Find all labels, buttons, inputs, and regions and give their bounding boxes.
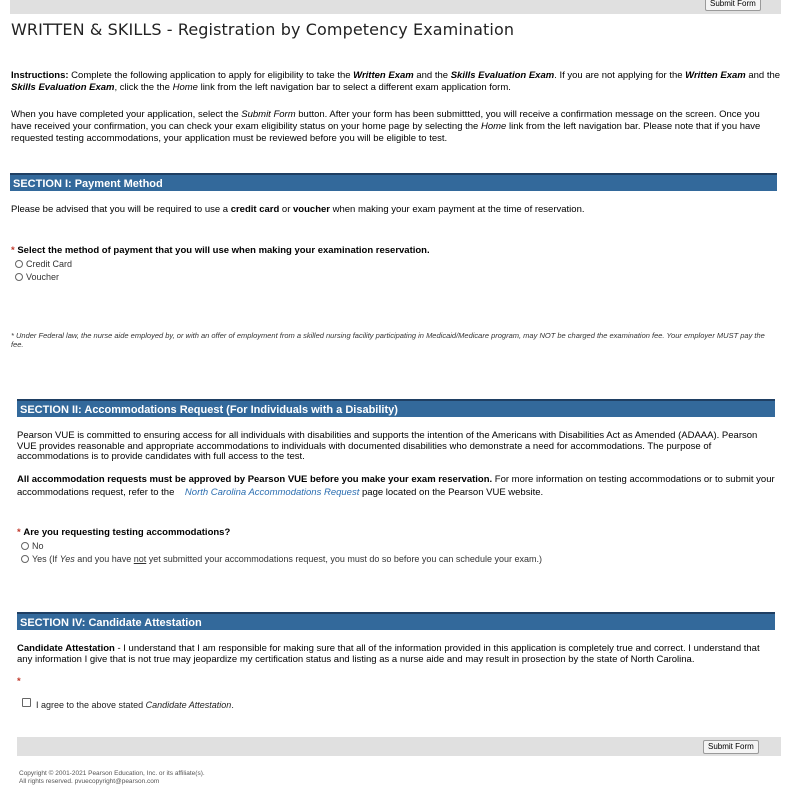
- radio-voucher[interactable]: [15, 273, 23, 281]
- copyright: Copyright © 2001-2021 Pearson Education, Inc. or its affiliate(s). All rights reserved. pvuecopyright@pearson.com: [19, 770, 205, 785]
- payment-advisory: Please be advised that you will be required to use a credit card or voucher when making your exam payment at the time of reservation.: [11, 204, 585, 215]
- federal-law-note: * Under Federal law, the nurse aide employed by, or with an offer of employment from a skilled nursing facility participating in Medicaid/Medicare program, may NOT be charged the examination fee. Your employer MUST pay the fee.: [11, 331, 765, 349]
- attestation-text: Candidate Attestation - I understand that I am responsible for making sure that all of the information provided in this application is completely true and correct. I understand that any information I give that is not true may jeopardize my certification status and listing as a nurse aide and may result in prosection by the state of North Carolina.: [17, 643, 760, 665]
- required-marker: *: [17, 676, 21, 687]
- required-marker: *: [17, 527, 21, 538]
- accommodations-intro: Pearson VUE is committed to ensuring access for all individuals with disabilities and supports the intention of the Americans with Disabilities Act as Amended (ADAAA). Pearson VUE provides reasonable and appropriate accommodations to individuals with documented disabilities who demonstrate a need for accommodations. The purpose of accommodations is to provide candidates with full access to the test.: [17, 430, 758, 462]
- radio-credit-card[interactable]: [15, 260, 23, 268]
- top-toolbar: [10, 0, 781, 14]
- attestation-required: [17, 676, 21, 688]
- attestation-agree-row[interactable]: I agree to the above stated Candidate Attestation.: [22, 694, 234, 710]
- accommodations-question: * Are you requesting testing accommodations?: [17, 527, 231, 538]
- accommodations-option-no[interactable]: No: [21, 541, 44, 551]
- footer-toolbar: [17, 737, 781, 756]
- accommodations-approval: All accommodation requests must be approved by Pearson VUE before you make your exam reservation. For more information on testing accommodations or to submit your accommodations request, refer to the North Carolina Accommodations Request page located on the Pearson VUE website.: [17, 474, 775, 498]
- instructions-paragraph: Instructions: Complete the following application to apply for eligibility to take the Written Exam and the Skills Evaluation Exam. If you are not applying for the Written Exam and the Skills Evaluation Exam, click the the Home link from the left navigation bar to select a different exam application form.: [11, 70, 781, 93]
- payment-option-voucher[interactable]: Voucher: [15, 272, 59, 282]
- accommodations-option-yes[interactable]: Yes (If Yes and you have not yet submitted your accommodations request, you must do so before you can schedule your exam.): [21, 554, 542, 564]
- agree-checkbox[interactable]: [22, 698, 31, 707]
- completion-paragraph: When you have completed your application, select the Submit Form button. After your form has been submittted, you will receive a confirmation message on the screen. Once you have received your confirmation, you can check your exam eligibility status on your home page by selecting the Home link from the left navigation bar. Please note that if you have requested testing accommodations, your application must be reviewed before you will be eligible to test.: [11, 109, 761, 144]
- page-title: WRITTEN & SKILLS - Registration by Competency Examination: [11, 20, 515, 39]
- required-marker: *: [11, 245, 15, 256]
- submit-form-button-bottom[interactable]: Submit Form: [703, 740, 759, 754]
- radio-no[interactable]: [21, 542, 29, 550]
- section-2-header: SECTION II: Accommodations Request (For Individuals with a Disability): [17, 399, 775, 417]
- submit-form-button-top[interactable]: Submit Form: [705, 0, 761, 11]
- radio-yes[interactable]: [21, 555, 29, 563]
- accommodations-request-link[interactable]: North Carolina Accommodations Request: [184, 487, 360, 498]
- payment-question: * Select the method of payment that you will use when making your examination reservation.: [11, 245, 430, 256]
- section-4-header: SECTION IV: Candidate Attestation: [17, 612, 775, 630]
- payment-option-credit-card[interactable]: Credit Card: [15, 259, 72, 269]
- section-1-header: SECTION I: Payment Method: [10, 173, 777, 191]
